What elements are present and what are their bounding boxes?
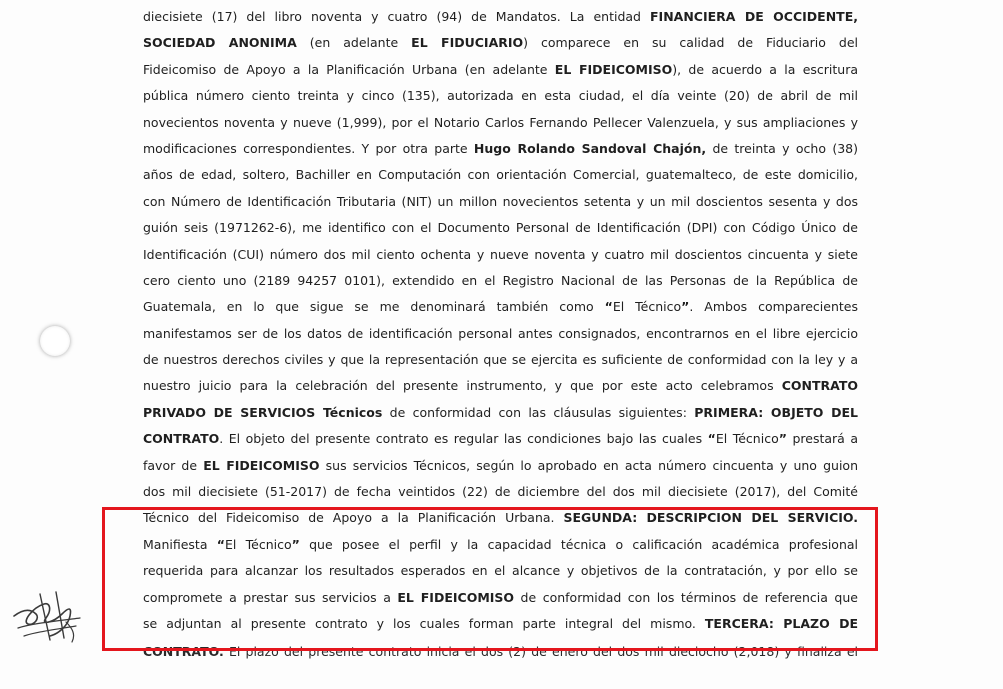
text-run: años de edad, soltero, Bachiller en Computación con orientación Comercial, guatemalteco, de este domicilio,: [143, 167, 858, 183]
bold-text-run: PRIMERA: OBJETO DEL: [694, 404, 859, 420]
document-line: [143, 453, 858, 479]
text-run: favor de: [143, 457, 204, 473]
document-line: [143, 83, 858, 109]
text-run: ), de acuerdo a la escritura: [672, 61, 859, 77]
text-run: se adjuntan al presente contrato y los cuales forman parte integral del mismo.: [143, 615, 705, 631]
document-line: [143, 373, 858, 399]
text-run: requerida para alcanzar los resultados esperados en el alcance y objetivos de la contratación, y por ello se: [143, 563, 858, 579]
bold-text-run: CONTRATO.: [143, 644, 224, 660]
bold-text-run: ”: [681, 299, 690, 315]
document-line: [143, 426, 858, 452]
bold-text-run: SOCIEDAD ANONIMA: [143, 35, 297, 51]
text-run: (en adelante: [296, 35, 412, 51]
text-run: . Ambos comparecientes: [689, 299, 858, 315]
text-run: compromete a prestar sus servicios a: [143, 589, 398, 605]
text-run: El plazo del presente contrato inicia el dos (2) de enero del dos mil dieciocho (2,018) y finaliza el: [223, 644, 858, 660]
text-run: Identificación (CUI) número dos mil ciento ochenta y nueve noventa y cuatro mil doscientos cincuenta y siete: [143, 246, 858, 262]
document-line: [143, 189, 858, 215]
bold-text-run: EL FIDEICOMISO: [554, 61, 673, 77]
text-run: pública número ciento treinta y cinco (135), autorizada en esta ciudad, el día veinte (20) de abril de mil: [143, 88, 858, 104]
bold-text-run: ”: [778, 431, 787, 447]
text-run: Manifiesta: [143, 536, 217, 552]
bold-text-run: TERCERA: PLAZO DE: [704, 615, 859, 631]
bold-text-run: “: [604, 299, 613, 315]
text-run: manifestamos ser de los datos de identificación personal antes consignados, encontrarnos en el libre ejercicio: [143, 325, 858, 341]
document-line: [143, 294, 858, 320]
text-run: con Número de Identificación Tributaria (NIT) un millon novecientos setenta y un mil doscientos sesenta y dos: [143, 193, 858, 209]
document-line: [143, 215, 858, 241]
text-run: Guatemala, en lo que sigue se me denominará también como: [143, 299, 605, 315]
bold-text-run: PRIVADO DE SERVICIOS Técnicos: [143, 404, 383, 420]
text-run: Técnico del Fideicomiso de Apoyo a la Planificación Urbana.: [143, 510, 564, 526]
bold-text-run: Hugo Rolando Sandoval Chajón,: [473, 140, 707, 156]
text-run: cero ciento uno (2189 94257 0101), extendido en el Registro Nacional de las Personas de la República de: [143, 272, 858, 288]
bold-text-run: “: [707, 431, 716, 447]
bold-text-run: FINANCIERA DE OCCIDENTE,: [650, 9, 858, 24]
highlight-box-segunda-clausula: [102, 507, 878, 651]
document-line: [143, 110, 858, 136]
text-run: prestará a: [786, 431, 859, 447]
bold-text-run: SEGUNDA: DESCRIPCION DEL SERVICIO.: [563, 510, 858, 526]
document-line: [143, 136, 858, 162]
text-run: sus servicios Técnicos, según lo aprobado en acta número cincuenta y uno guion: [319, 457, 858, 473]
text-run: novecientos noventa y nueve (1,999), por el Notario Carlos Fernando Pellecer Valenzuela, y sus ampliaciones y: [143, 114, 858, 130]
text-run: . El objeto del presente contrato es regular las condiciones bajo las cuales: [219, 431, 708, 447]
document-line: [143, 400, 858, 426]
text-run: de conformidad con los términos de referencia que: [514, 589, 858, 605]
text-run: guión seis (1971262-6), me identifico con el Documento Personal de Identificación (DPI) con Código Único de: [143, 220, 858, 236]
handwritten-signature: [10, 588, 85, 646]
bold-text-run: CONTRATO: [781, 378, 858, 394]
text-run: El Técnico: [224, 536, 292, 552]
document-line: [143, 162, 858, 188]
document-line: [143, 347, 858, 373]
text-run: Fideicomiso de Apoyo a la Planificación Urbana (en adelante: [143, 61, 555, 77]
document-line: [143, 30, 858, 56]
document-line: [143, 268, 858, 294]
bold-text-run: “: [216, 536, 225, 552]
text-run: dos mil diecisiete (51-2017) de fecha veintidos (22) de diciembre del dos mil diecisiete (2017), del Comité: [143, 484, 858, 500]
text-run: diecisiete (17) del libro noventa y cuatro (94) de Mandatos. La entidad: [143, 9, 650, 24]
text-run: de nuestros derechos civiles y que la representación que se ejercita es suficiente de conformidad con la ley y a: [143, 352, 858, 368]
punch-hole-icon: [40, 326, 70, 356]
bold-text-run: EL FIDEICOMISO: [397, 589, 515, 605]
text-run: de treinta y ocho (38): [706, 140, 858, 156]
text-run: de conformidad con las cláusulas siguientes:: [382, 404, 695, 420]
bold-text-run: ”: [291, 536, 300, 552]
document-line: [143, 321, 858, 347]
bold-text-run: CONTRATO: [143, 431, 220, 447]
text-run: El Técnico: [612, 299, 682, 315]
document-line: [143, 57, 858, 83]
text-run: El Técnico: [715, 431, 779, 447]
document-line: [143, 479, 858, 505]
document-line: [143, 4, 858, 30]
text-run: ) comparece en su calidad de Fiduciario del: [523, 35, 858, 51]
document-line: [143, 242, 858, 268]
text-run: modificaciones correspondientes. Y por otra parte: [143, 140, 474, 156]
bold-text-run: EL FIDEICOMISO: [203, 457, 320, 473]
text-run: nuestro juicio para la celebración del presente instrumento, y que por este acto celebramos: [143, 378, 782, 394]
bold-text-run: EL FIDUCIARIO: [411, 35, 524, 51]
text-run: que posee el perfil y la capacidad técnica o calificación académica profesional: [299, 536, 859, 552]
